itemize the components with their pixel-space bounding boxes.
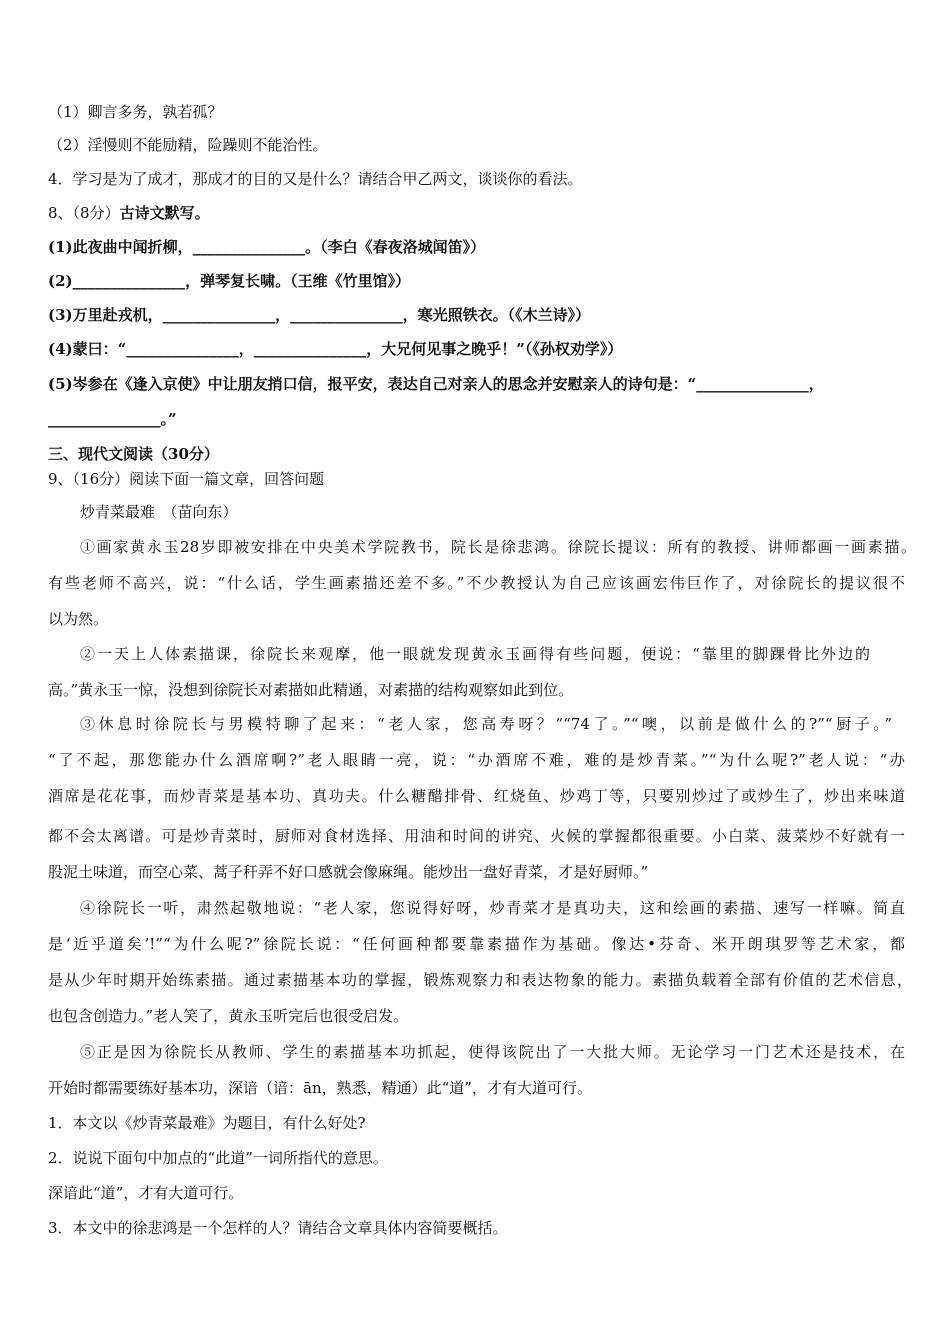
article-line: ⑤正是因为徐院长从教师、学生的素描基本功抓起，使得该院出了一大批大师。无论学习一门艺术还是技术，在 <box>80 1043 905 1061</box>
question-9: 9、（16分）阅读下面一篇文章，回答问题 <box>48 470 325 488</box>
article-line: 高。”黄永玉一惊，没想到徐院长对素描如此精通，对素描的结构观察如此到位。 <box>48 681 574 699</box>
article-line: 有些老师不高兴，说：“什么话，学生画素描还差不多。”不少教授认为自己应该画宏伟巨作了，对徐院长的提议很不 <box>48 574 905 592</box>
classical-question-1: （1）卿言多务，孰若孤？ <box>48 103 223 121</box>
question-9-2-sentence: 深谙此“道”，才有大道可行。 <box>48 1184 244 1202</box>
recitation-line-1: (1)此夜曲中闻折柳，_______________。（李白《春夜洛城闻笛》） <box>48 238 486 256</box>
article-line: 都不会太离谱。可是炒青菜时，厨师对食材选择、用油和时间的讲究、火候的掌握都很重要。小白菜、菠菜炒不好就有一 <box>48 827 905 845</box>
article-line: 股泥土味道，而空心菜、蒿子秆弄不好口感就会像麻绳。能炒出一盘好青菜，才是好厨师。” <box>48 863 649 881</box>
question-8-title: 古诗文默写。 <box>119 204 210 222</box>
recitation-line-5b: _______________。” <box>48 410 177 428</box>
article-line: 以为然。 <box>48 610 109 628</box>
article-line: “了不起，那您能办什么酒席啊?”老人眼睛一亮，说：“办酒席不难，难的是炒青菜。”“为什么呢?”老人说：“办 <box>48 751 905 769</box>
recitation-line-5a: (5)岑参在《逢入京使》中让朋友捎口信，报平安，表达自己对亲人的思念并安慰亲人的诗句是：“_______________， <box>48 375 824 393</box>
question-8-heading <box>48 202 210 224</box>
article-line: ③休息时徐院长与男模特聊了起来：“老人家，您高寿呀？”“74了。”“噢，以前是做什么的?”“厨子。” <box>80 715 892 733</box>
question-9-1: 1．本文以《炒青菜最难》为题目，有什么好处? <box>48 1114 366 1132</box>
article-title: 炒青菜最难 （苗向东） <box>80 503 238 521</box>
article-line: ④徐院长一听，肃然起敬地说：“老人家，您说得好呀，炒青菜才是真功夫，这和绘画的素描、速写一样嘛。简直 <box>80 899 905 917</box>
article-line: ②一天上人体素描课，徐院长来观摩，他一眼就发现黄永玉画得有些问题，便说：“靠里的脚踝骨比外边的 <box>80 645 870 663</box>
article-line: 也包含创造力。”老人笑了，黄永玉听完后也很受启发。 <box>48 1007 409 1025</box>
section-3-heading: 三、现代文阅读（30分） <box>48 445 219 463</box>
recitation-line-2: (2)_______________，弹琴复长啸。（王维《竹里馆》） <box>48 272 411 290</box>
article-line: 是‘近乎道矣’!”“为什么呢?”徐院长说：“任何画种都要靠素描作为基础。像达•芬奇、米开朗琪罗等艺术家，都 <box>48 935 905 953</box>
recitation-line-3: (3)万里赴戎机，_______________，_______________，寒光照铁衣。（《木兰诗》） <box>48 306 591 324</box>
article-line: 酒席是花花事，而炒青菜是基本功、真功夫。什么糖醋排骨、红烧鱼、炒鸡丁等，只要别炒过了或炒生了，炒出来味道 <box>48 787 905 805</box>
question-9-2: 2．说说下面句中加点的“此道”一词所指代的意思。 <box>48 1149 388 1167</box>
article-line: 开始时都需要练好基本功，深谙（谙：ān，熟悉，精通）此“道”，才有大道可行。 <box>48 1079 592 1097</box>
question-4: 4．学习是为了成才，那成才的目的又是什么？请结合甲乙两文，谈谈你的看法。 <box>48 170 583 188</box>
question-9-3: 3．本文中的徐悲鸿是一个怎样的人？请结合文章具体内容简要概括。 <box>48 1219 508 1237</box>
article-line: ①画家黄永玉28岁即被安排在中央美术学院教书，院长是徐悲鸿。徐院长提议：所有的教授、讲师都画一画素描。 <box>80 538 916 556</box>
recitation-line-4: (4)蒙曰：“_______________，_______________，大兄何见事之晚乎！”（《孙权劝学》） <box>48 340 623 358</box>
question-8-prefix: 8、（8分） <box>48 204 120 222</box>
article-line: 是从少年时期开始练素描。通过素描基本功的掌握，锻炼观察力和表达物象的能力。素描负载着全部有价值的艺术信息， <box>48 971 912 989</box>
classical-question-2: （2）淫慢则不能励精，险躁则不能治性。 <box>48 136 328 154</box>
